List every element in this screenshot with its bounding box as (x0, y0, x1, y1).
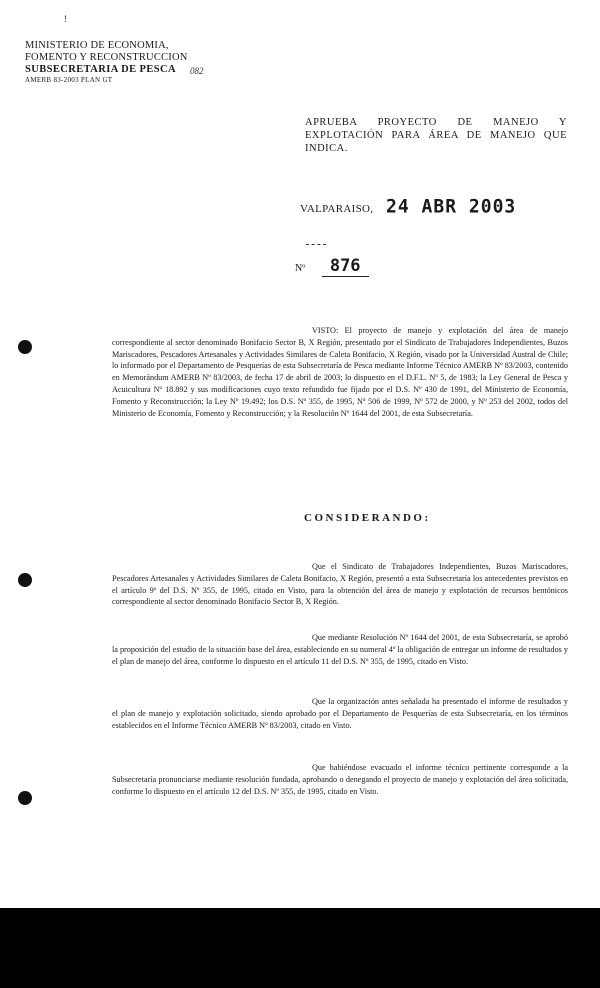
considerando-4-text: Que habiéndose evacuado el informe técnico pertinente corresponde a la Subsecretaría pronunciarse mediante resolución fundada, aprobando o denegando el proyecto de manejo y explotación del área solicitada, conforme lo dispuesto en el artículo 12 del D.S. Nº 355, de 1995, citado en Visto. (112, 763, 568, 796)
considerando-1-text: Que el Sindicato de Trabajadores Independientes, Buzos Mariscadores, Pescadores Artesanales y Actividades Similares de Caleta Bonifacio, X Región, presentó a esta Subsecretaría los antecedentes previstos en el artículo 9º del D.S. Nº 355, de 1995, citado en Visto, para la obtención del área de manejo y explotación de recursos bentónicos correspondiente al sector denominado Bonifacio Sector B, X Región. (112, 562, 568, 607)
city: VALPARAISO, (300, 203, 374, 215)
punch-hole (18, 791, 32, 805)
considerando-1 (112, 561, 568, 608)
date-stamp: 24 ABR 2003 (386, 195, 517, 218)
scan-border (0, 908, 600, 988)
dash-mark (306, 244, 326, 245)
letterhead (25, 40, 225, 85)
ministry-line: MINISTERIO DE ECONOMIA, (25, 40, 169, 51)
considerando-heading: CONSIDERANDO: (304, 512, 431, 524)
margin-mark: ! (64, 14, 67, 24)
document-title: APRUEBA PROYECTO DE MANEJO Y EXPLOTACIÓN PARA ÁREA DE MANEJO QUE INDICA. (305, 117, 567, 154)
visto-paragraph (112, 325, 568, 419)
ministry-line-2: FOMENTO Y RECONSTRUCCION (25, 52, 188, 63)
number-value: 876 (322, 256, 369, 277)
file-code: AMERB 83-2003 PLAN GT (25, 76, 113, 84)
considerando-3-text: Que la organización antes señalada ha presentado el informe de resultados y el plan de manejo y explotación solicitado, siendo aprobado por el Departamento de Pesquerías de esta Subsecretaría, en los términos establecidos en el Informe Técnico AMERB Nº 83/2003, citado en Visto. (112, 697, 568, 730)
handwritten-note: 082 (190, 66, 204, 76)
number-label: Nº (295, 263, 306, 274)
considerando-2-text: Que mediante Resolución Nº 1644 del 2001, de esta Subsecretaría, se aprobó la proposición del estudio de la situación base del área, estableciendo en su numeral 4º la obligación de entregar un informe de resultados y el plan de manejo del área, conforme lo dispuesto en el artículo 11 del D.S. Nº 355, de 1995, citado en Visto. (112, 633, 568, 666)
punch-hole (18, 340, 32, 354)
considerando-4 (112, 762, 568, 797)
resolution-number (295, 256, 369, 276)
considerando-3 (112, 696, 568, 731)
visto-text: VISTO: El proyecto de manejo y explotación del área de manejo correspondiente al sector denominado Bonifacio Sector B, X Región, presentado por el Sindicato de Trabajadores Independientes, Buzos Mariscadores, Pescadores Artesanales y Actividades Similares de Caleta Bonifacio, X Región, visado por la Universidad Austral de Chile; lo informado por el Departamento de Pesquerías de esta Subsecretaría de Pesca mediante Informe Técnico AMERB Nº 83/2003, contenido en Memorándum AMERB Nº 83/2003, de fecha 17 de abril de 2003; lo dispuesto en el D.F.L. Nº 5, de 1983; la Ley General de Pesca y Acuicultura Nº 18.892 y sus modificaciones cuyo texto refundido fue fijado por el D.S. Nº 430 de 1991, del Ministerio de Economía, Fomento y Reconstrucción; la Ley Nº 19.492; los D.S. Nº 355, de 1995, Nº 506 de 1999, Nº 572 de 2000, y Nº 253 del 2002, todos del Ministerio de Economía, Fomento y Reconstrucción; y la Resolución Nº 1644 del 2001, de esta Subsecretaría. (112, 326, 568, 418)
date-line (300, 196, 516, 217)
punch-hole (18, 573, 32, 587)
subsecretaria-line: SUBSECRETARIA DE PESCA (25, 64, 176, 75)
considerando-2 (112, 632, 568, 667)
